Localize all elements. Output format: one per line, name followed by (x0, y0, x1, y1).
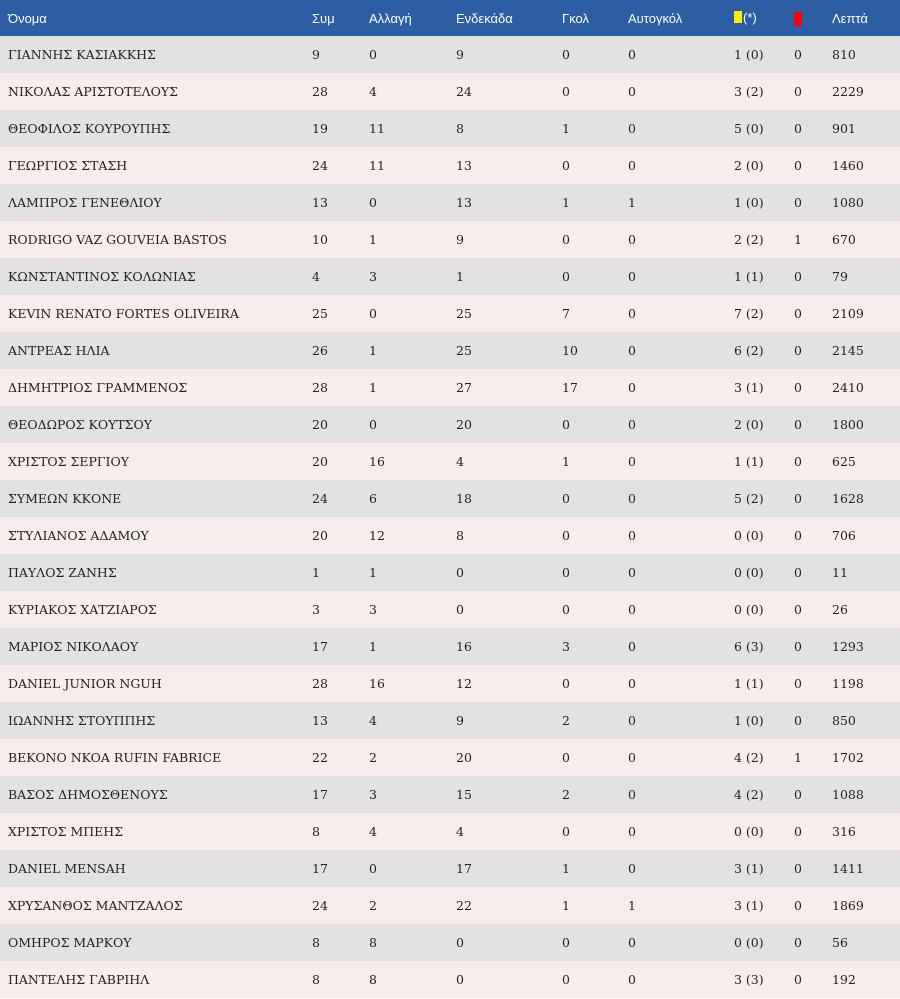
table-row (0, 850, 900, 887)
cell-apps: 4 (312, 269, 320, 284)
cell-own-goals: 0 (628, 491, 636, 506)
cell-own-goals: 0 (628, 306, 636, 321)
cell-minutes: 1628 (832, 491, 864, 506)
cell-apps: 1 (312, 565, 320, 580)
cell-red-cards: 0 (794, 639, 802, 654)
cell-apps: 10 (312, 232, 328, 247)
cell-own-goals: 0 (628, 528, 636, 543)
cell-starts: 25 (456, 343, 472, 358)
cell-own-goals: 1 (628, 898, 636, 913)
cell-red-cards: 0 (794, 417, 802, 432)
cell-yellow-cards: 1 (1) (734, 454, 764, 469)
cell-starts: 27 (456, 380, 472, 395)
cell-starts: 20 (456, 750, 472, 765)
cell-sub: 1 (369, 232, 377, 247)
cell-apps: 8 (312, 972, 320, 987)
cell-apps: 20 (312, 528, 328, 543)
cell-name[interactable]: RODRIGO VAZ GOUVEIA BASTOS (8, 232, 227, 247)
cell-goals: 0 (562, 491, 570, 506)
table-row (0, 739, 900, 776)
cell-sub: 11 (369, 158, 385, 173)
cell-apps: 28 (312, 380, 328, 395)
cell-minutes: 1411 (832, 861, 864, 876)
cell-red-cards: 0 (794, 343, 802, 358)
table-row (0, 258, 900, 295)
cell-minutes: 625 (832, 454, 856, 469)
cell-name[interactable]: ΚΩΝΣΤΑΝΤΙΝΟΣ ΚΟΛΩΝΙΑΣ (8, 269, 196, 284)
cell-goals: 0 (562, 417, 570, 432)
cell-own-goals: 0 (628, 47, 636, 62)
cell-minutes: 1869 (832, 898, 864, 913)
cell-name[interactable]: ΚΥΡΙΑΚΟΣ ΧΑΤΖΙΑΡΟΣ (8, 602, 157, 617)
cell-goals: 0 (562, 232, 570, 247)
cell-own-goals: 0 (628, 269, 636, 284)
cell-apps: 13 (312, 195, 328, 210)
cell-sub: 0 (369, 47, 377, 62)
cell-starts: 9 (456, 232, 464, 247)
cell-yellow-cards: 6 (3) (734, 639, 764, 654)
yellow-card-suffix: (*) (743, 9, 757, 25)
cell-yellow-cards: 3 (1) (734, 898, 764, 913)
cell-yellow-cards: 0 (0) (734, 602, 764, 617)
table-row (0, 147, 900, 184)
cell-minutes: 850 (832, 713, 856, 728)
cell-sub: 1 (369, 639, 377, 654)
cell-starts: 22 (456, 898, 472, 913)
cell-own-goals: 0 (628, 565, 636, 580)
table-row (0, 443, 900, 480)
cell-red-cards: 0 (794, 861, 802, 876)
cell-minutes: 1800 (832, 417, 864, 432)
cell-yellow-cards: 1 (1) (734, 676, 764, 691)
cell-goals: 1 (562, 121, 570, 136)
cell-goals: 0 (562, 750, 570, 765)
table-row (0, 332, 900, 369)
cell-name[interactable]: ΔΗΜΗΤΡΙΟΣ ΓΡΑΜΜΕΝΟΣ (8, 380, 188, 395)
cell-goals: 1 (562, 898, 570, 913)
cell-starts: 0 (456, 565, 464, 580)
cell-yellow-cards: 6 (2) (734, 343, 764, 358)
col-header-minutes[interactable]: Λεπτά (832, 0, 900, 36)
table-row (0, 369, 900, 406)
cell-red-cards: 0 (794, 84, 802, 99)
cell-name[interactable]: ΝΙΚΟΛΑΣ ΑΡΙΣΤΟΤΕΛΟΥΣ (8, 84, 178, 99)
cell-apps: 13 (312, 713, 328, 728)
cell-minutes: 192 (832, 972, 856, 987)
cell-yellow-cards: 1 (1) (734, 269, 764, 284)
table-row (0, 517, 900, 554)
cell-starts: 12 (456, 676, 472, 691)
table-row (0, 184, 900, 221)
cell-sub: 6 (369, 491, 377, 506)
cell-minutes: 11 (832, 565, 848, 580)
cell-sub: 0 (369, 195, 377, 210)
cell-name[interactable]: ΧΡΙΣΤΟΣ ΜΠΕΗΣ (8, 824, 124, 839)
table-row (0, 73, 900, 110)
cell-minutes: 316 (832, 824, 856, 839)
cell-sub: 16 (369, 676, 385, 691)
cell-apps: 9 (312, 47, 320, 62)
cell-minutes: 901 (832, 121, 856, 136)
cell-red-cards: 0 (794, 787, 802, 802)
cell-sub: 1 (369, 343, 377, 358)
cell-name[interactable]: ΛΑΜΠΡΟΣ ΓΕΝΕΘΛΙΟΥ (8, 195, 162, 210)
cell-starts: 0 (456, 972, 464, 987)
cell-minutes: 2109 (832, 306, 864, 321)
cell-minutes: 2229 (832, 84, 864, 99)
cell-name[interactable]: ΠΑΥΛΟΣ ΖΑΝΗΣ (8, 565, 117, 580)
cell-own-goals: 1 (628, 195, 636, 210)
cell-minutes: 2410 (832, 380, 864, 395)
cell-own-goals: 0 (628, 84, 636, 99)
table-row (0, 591, 900, 628)
cell-minutes: 1088 (832, 787, 864, 802)
cell-name[interactable]: KEVIN RENATO FORTES OLIVEIRA (8, 306, 239, 321)
cell-own-goals: 0 (628, 750, 636, 765)
cell-goals: 0 (562, 602, 570, 617)
cell-yellow-cards: 3 (3) (734, 972, 764, 987)
cell-apps: 26 (312, 343, 328, 358)
cell-starts: 13 (456, 195, 472, 210)
cell-own-goals: 0 (628, 121, 636, 136)
cell-yellow-cards: 2 (0) (734, 158, 764, 173)
cell-red-cards: 0 (794, 121, 802, 136)
cell-yellow-cards: 7 (2) (734, 306, 764, 321)
cell-name[interactable]: ΣΥΜΕΩΝ ΚΚΟΝΕ (8, 491, 122, 506)
cell-yellow-cards: 3 (1) (734, 380, 764, 395)
cell-name[interactable]: ΜΑΡΙΟΣ ΝΙΚΟΛΑΟΥ (8, 639, 139, 654)
cell-goals: 0 (562, 972, 570, 987)
cell-apps: 17 (312, 787, 328, 802)
cell-red-cards: 0 (794, 713, 802, 728)
cell-sub: 4 (369, 713, 377, 728)
table-row (0, 221, 900, 258)
cell-name[interactable]: ΒΑΣΟΣ ΔΗΜΟΣΘΕΝΟΥΣ (8, 787, 168, 802)
cell-own-goals: 0 (628, 861, 636, 876)
cell-minutes: 26 (832, 602, 848, 617)
cell-red-cards: 0 (794, 269, 802, 284)
cell-apps: 8 (312, 935, 320, 950)
cell-name[interactable]: ΓΕΩΡΓΙΟΣ ΣΤΑΣΗ (8, 158, 128, 173)
cell-apps: 17 (312, 639, 328, 654)
cell-starts: 24 (456, 84, 472, 99)
cell-goals: 3 (562, 639, 570, 654)
col-header-red-cards[interactable] (794, 0, 832, 36)
cell-yellow-cards: 5 (2) (734, 491, 764, 506)
table-row (0, 887, 900, 924)
cell-goals: 0 (562, 676, 570, 691)
cell-red-cards: 0 (794, 824, 802, 839)
table-row (0, 961, 900, 998)
cell-sub: 4 (369, 824, 377, 839)
table-header-row (0, 0, 900, 36)
red-card-icon (794, 12, 802, 26)
cell-own-goals: 0 (628, 639, 636, 654)
col-header-goals[interactable]: Γκολ (562, 0, 628, 36)
cell-apps: 19 (312, 121, 328, 136)
table-row (0, 924, 900, 961)
cell-sub: 2 (369, 750, 377, 765)
cell-starts: 18 (456, 491, 472, 506)
cell-starts: 4 (456, 824, 464, 839)
cell-own-goals: 0 (628, 454, 636, 469)
table-row (0, 36, 900, 73)
cell-own-goals: 0 (628, 972, 636, 987)
cell-starts: 8 (456, 121, 464, 136)
cell-sub: 1 (369, 565, 377, 580)
cell-red-cards: 0 (794, 935, 802, 950)
cell-name[interactable]: DANIEL MENSAH (8, 861, 126, 876)
cell-yellow-cards: 1 (0) (734, 195, 764, 210)
cell-yellow-cards: 0 (0) (734, 565, 764, 580)
cell-red-cards: 0 (794, 676, 802, 691)
cell-own-goals: 0 (628, 602, 636, 617)
cell-apps: 3 (312, 602, 320, 617)
yellow-card-icon (734, 11, 742, 23)
table-row (0, 110, 900, 147)
col-header-own-goals[interactable]: Αυτογκόλ (628, 0, 734, 36)
cell-starts: 25 (456, 306, 472, 321)
col-header-starts[interactable]: Ενδεκάδα (456, 0, 562, 36)
cell-name[interactable]: BEKONO NKOA RUFIN FABRICE (8, 750, 222, 765)
cell-yellow-cards: 0 (0) (734, 935, 764, 950)
cell-sub: 16 (369, 454, 385, 469)
cell-minutes: 1702 (832, 750, 864, 765)
cell-starts: 1 (456, 269, 464, 284)
cell-apps: 8 (312, 824, 320, 839)
cell-yellow-cards: 3 (2) (734, 84, 764, 99)
cell-yellow-cards: 0 (0) (734, 824, 764, 839)
cell-apps: 24 (312, 491, 328, 506)
cell-name[interactable]: ΓΙΑΝΝΗΣ ΚΑΣΙΑΚΚΗΣ (8, 47, 156, 62)
cell-red-cards: 0 (794, 195, 802, 210)
cell-minutes: 1293 (832, 639, 864, 654)
cell-goals: 0 (562, 47, 570, 62)
cell-sub: 1 (369, 380, 377, 395)
cell-yellow-cards: 5 (0) (734, 121, 764, 136)
cell-minutes: 810 (832, 47, 856, 62)
cell-own-goals: 0 (628, 380, 636, 395)
table-row (0, 406, 900, 443)
cell-name[interactable]: ΠΑΝΤΕΛΗΣ ΓΑΒΡΙΗΛ (8, 972, 150, 987)
cell-sub: 3 (369, 787, 377, 802)
cell-red-cards: 0 (794, 454, 802, 469)
cell-starts: 0 (456, 935, 464, 950)
cell-starts: 20 (456, 417, 472, 432)
col-header-yellow-cards[interactable] (734, 0, 794, 36)
cell-own-goals: 0 (628, 232, 636, 247)
cell-name[interactable]: ΣΤΥΛΙΑΝΟΣ ΑΔΑΜΟΥ (8, 528, 149, 543)
col-header-name[interactable]: Όνομα (0, 0, 312, 36)
cell-red-cards: 0 (794, 602, 802, 617)
cell-red-cards: 1 (794, 750, 802, 765)
cell-yellow-cards: 0 (0) (734, 528, 764, 543)
table-row (0, 295, 900, 332)
cell-goals: 1 (562, 861, 570, 876)
cell-name[interactable]: ΑΝΤΡΕΑΣ ΗΛΙΑ (8, 343, 110, 358)
cell-starts: 13 (456, 158, 472, 173)
col-header-apps[interactable]: Συμ (312, 0, 369, 36)
cell-sub: 4 (369, 84, 377, 99)
cell-goals: 10 (562, 343, 578, 358)
cell-name[interactable]: ΟΜΗΡΟΣ ΜΑΡΚΟΥ (8, 935, 132, 950)
cell-yellow-cards: 1 (0) (734, 713, 764, 728)
cell-apps: 28 (312, 676, 328, 691)
cell-own-goals: 0 (628, 343, 636, 358)
cell-own-goals: 0 (628, 935, 636, 950)
cell-minutes: 1198 (832, 676, 864, 691)
cell-own-goals: 0 (628, 158, 636, 173)
cell-starts: 9 (456, 47, 464, 62)
table-row (0, 702, 900, 739)
cell-sub: 3 (369, 269, 377, 284)
cell-red-cards: 0 (794, 491, 802, 506)
cell-goals: 0 (562, 158, 570, 173)
cell-starts: 15 (456, 787, 472, 802)
cell-goals: 2 (562, 787, 570, 802)
cell-sub: 0 (369, 306, 377, 321)
cell-red-cards: 1 (794, 232, 802, 247)
cell-yellow-cards: 3 (1) (734, 861, 764, 876)
cell-minutes: 56 (832, 935, 848, 950)
cell-red-cards: 0 (794, 898, 802, 913)
cell-yellow-cards: 1 (0) (734, 47, 764, 62)
table-row (0, 628, 900, 665)
cell-apps: 24 (312, 898, 328, 913)
cell-sub: 8 (369, 935, 377, 950)
cell-name[interactable]: ΘΕΟΔΩΡΟΣ ΚΟΥΤΣΟΥ (8, 417, 152, 432)
table-row (0, 776, 900, 813)
cell-goals: 0 (562, 935, 570, 950)
cell-minutes: 2145 (832, 343, 864, 358)
cell-sub: 12 (369, 528, 385, 543)
cell-starts: 17 (456, 861, 472, 876)
cell-yellow-cards: 2 (0) (734, 417, 764, 432)
cell-starts: 9 (456, 713, 464, 728)
cell-yellow-cards: 4 (2) (734, 787, 764, 802)
cell-minutes: 706 (832, 528, 856, 543)
cell-goals: 17 (562, 380, 578, 395)
cell-sub: 11 (369, 121, 385, 136)
table-row (0, 554, 900, 591)
cell-red-cards: 0 (794, 380, 802, 395)
cell-goals: 0 (562, 565, 570, 580)
table-row (0, 480, 900, 517)
cell-goals: 1 (562, 454, 570, 469)
cell-apps: 24 (312, 158, 328, 173)
cell-minutes: 670 (832, 232, 856, 247)
cell-sub: 0 (369, 417, 377, 432)
cell-minutes: 1080 (832, 195, 864, 210)
cell-red-cards: 0 (794, 528, 802, 543)
table-row (0, 813, 900, 850)
table-body (0, 36, 900, 998)
cell-starts: 0 (456, 602, 464, 617)
cell-minutes: 1460 (832, 158, 864, 173)
cell-starts: 8 (456, 528, 464, 543)
cell-sub: 0 (369, 861, 377, 876)
cell-own-goals: 0 (628, 676, 636, 691)
cell-goals: 7 (562, 306, 570, 321)
cell-red-cards: 0 (794, 47, 802, 62)
cell-starts: 16 (456, 639, 472, 654)
cell-apps: 17 (312, 861, 328, 876)
cell-apps: 20 (312, 454, 328, 469)
cell-yellow-cards: 4 (2) (734, 750, 764, 765)
table-row (0, 665, 900, 702)
cell-sub: 3 (369, 602, 377, 617)
cell-own-goals: 0 (628, 417, 636, 432)
cell-apps: 20 (312, 417, 328, 432)
cell-goals: 0 (562, 528, 570, 543)
cell-goals: 0 (562, 84, 570, 99)
cell-apps: 22 (312, 750, 328, 765)
col-header-sub[interactable]: Αλλαγή (369, 0, 456, 36)
cell-apps: 28 (312, 84, 328, 99)
cell-own-goals: 0 (628, 713, 636, 728)
cell-goals: 0 (562, 824, 570, 839)
cell-goals: 0 (562, 269, 570, 284)
cell-goals: 2 (562, 713, 570, 728)
cell-red-cards: 0 (794, 565, 802, 580)
cell-name[interactable]: ΙΩΑΝΝΗΣ ΣΤΟΥΠΠΗΣ (8, 713, 156, 728)
cell-name[interactable]: ΧΡΙΣΤΟΣ ΣΕΡΓΙΟΥ (8, 454, 129, 469)
cell-name[interactable]: DANIEL JUNIOR NGUH (8, 676, 162, 691)
cell-own-goals: 0 (628, 787, 636, 802)
cell-own-goals: 0 (628, 824, 636, 839)
cell-starts: 4 (456, 454, 464, 469)
cell-minutes: 79 (832, 269, 848, 284)
cell-sub: 8 (369, 972, 377, 987)
cell-red-cards: 0 (794, 306, 802, 321)
cell-sub: 2 (369, 898, 377, 913)
cell-yellow-cards: 2 (2) (734, 232, 764, 247)
cell-apps: 25 (312, 306, 328, 321)
cell-red-cards: 0 (794, 972, 802, 987)
cell-name[interactable]: ΧΡΥΣΑΝΘΟΣ ΜΑΝΤΖΑΛΟΣ (8, 898, 183, 913)
cell-red-cards: 0 (794, 158, 802, 173)
cell-goals: 1 (562, 195, 570, 210)
cell-name[interactable]: ΘΕΟΦΙΛΟΣ ΚΟΥΡΟΥΠΗΣ (8, 121, 171, 136)
